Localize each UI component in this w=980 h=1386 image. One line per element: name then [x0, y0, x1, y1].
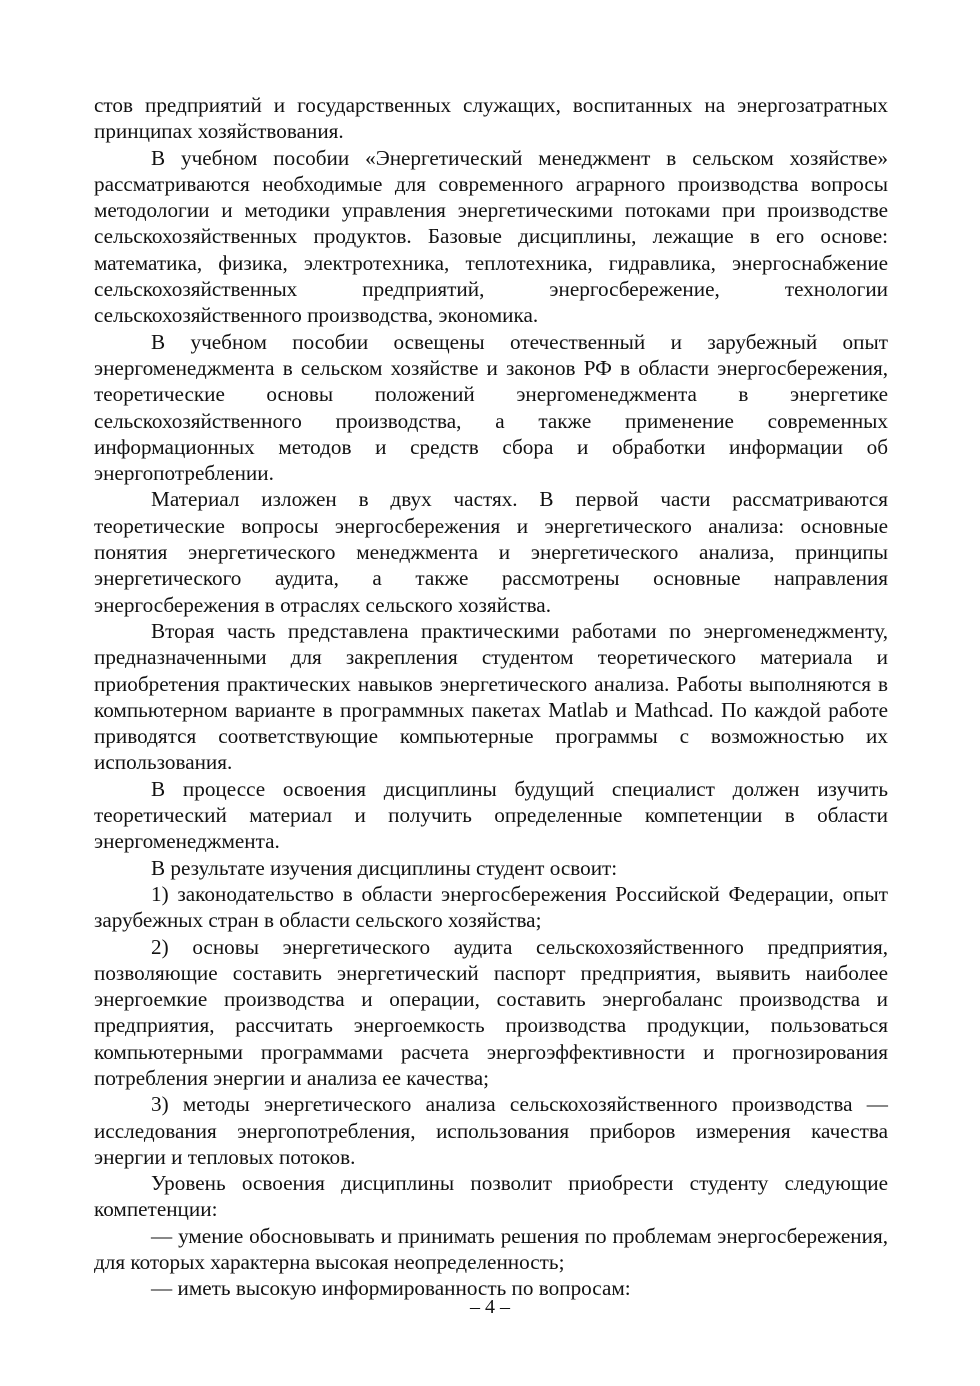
dash-item-1: — умение обосновывать и принимать решения по проблемам энергосбережения, для которых характерна высокая неопределенность;: [94, 1223, 888, 1275]
paragraph-competencies-intro: Уровень освоения дисциплины позволит приобрести студенту следующие компетенции:: [94, 1171, 888, 1222]
page-number: – 4 –: [470, 1296, 510, 1318]
paragraph-outcomes-intro: В результате изучения дисциплины студент освоит:: [151, 855, 618, 880]
paragraph-textbook-overview: В учебном пособии «Энергетический менеджмент в сельском хозяйстве» рассматриваются необходимые для современного аграрного производства вопросы методологии и методики управления энергетическими потоками при производстве сельскохозяйственных продуктов. Базовые дисциплины, лежащие в его основе: математика, физика, электротехника, теплотехника, гидравлика, энергоснабжение сельскохозяйственных предприятий, энергосбережение, технологии сельскохозяйственного производства, экономика.: [94, 145, 888, 328]
paragraph-part-two: Вторая часть представлена практическими работами по энергоменеджменту, предназначенными для закрепления студентом теоретического материала и приобретения практических навыков энергетического анализа. Работы выполняются в компьютерном варианте в программных пакетах Matlab и Mathcad. По каждой работе приводятся соответствующие компьютерные программы с возможностью их использования.: [94, 618, 888, 775]
document-body: [94, 92, 888, 1302]
dash-item-2: — иметь высокую информированность по вопросам:: [151, 1276, 631, 1301]
paragraph-continuation: стов предприятий и государственных служащих, воспитанных на энергозатратных принципах хозяйствования.: [94, 93, 888, 144]
list-item-1: 1) законодательство в области энергосбережения Российской Федерации, опыт зарубежных стран в области сельского хозяйства;: [94, 881, 888, 933]
list-item-3: 3) методы энергетического анализа сельскохозяйственного производства — исследования энергопотребления, использования приборов измерения качества энергии и тепловых потоков.: [94, 1092, 888, 1169]
paragraph-textbook-coverage: В учебном пособии освещены отечественный и зарубежный опыт энергоменеджмента в сельском хозяйстве и законов РФ в области энергосбережения, теоретические основы положений энергоменеджмента в энергетике сельскохозяйственного производства, а также применение современных информационных методов и средств сбора и обработки информации об энергопотреблении.: [94, 329, 888, 486]
list-item-2: 2) основы энергетического аудита сельскохозяйственного предприятия, позволяющие составить энергетический паспорт предприятия, выявить наиболее энергоемкие производства и операции, составить энергобаланс производства и предприятия, рассчитать энергоемкость производства продукции, пользоваться компьютерными программами расчета энергоэффективности и прогнозирования потребления энергии и анализа ее качества;: [94, 934, 888, 1090]
paragraph-part-one: Материал изложен в двух частях. В первой части рассматриваются теоретические вопросы энергосбережения и энергетического анализа: основные понятия энергетического менеджмента и энергетического анализа, принципы энергетического аудита, а также рассмотрены основные направления энергосбережения в отраслях сельского хозяйства.: [94, 487, 888, 617]
paragraph-study-process: В процессе освоения дисциплины будущий специалист должен изучить теоретический материал и получить определенные компетенции в области энергоменеджмента.: [94, 776, 888, 854]
